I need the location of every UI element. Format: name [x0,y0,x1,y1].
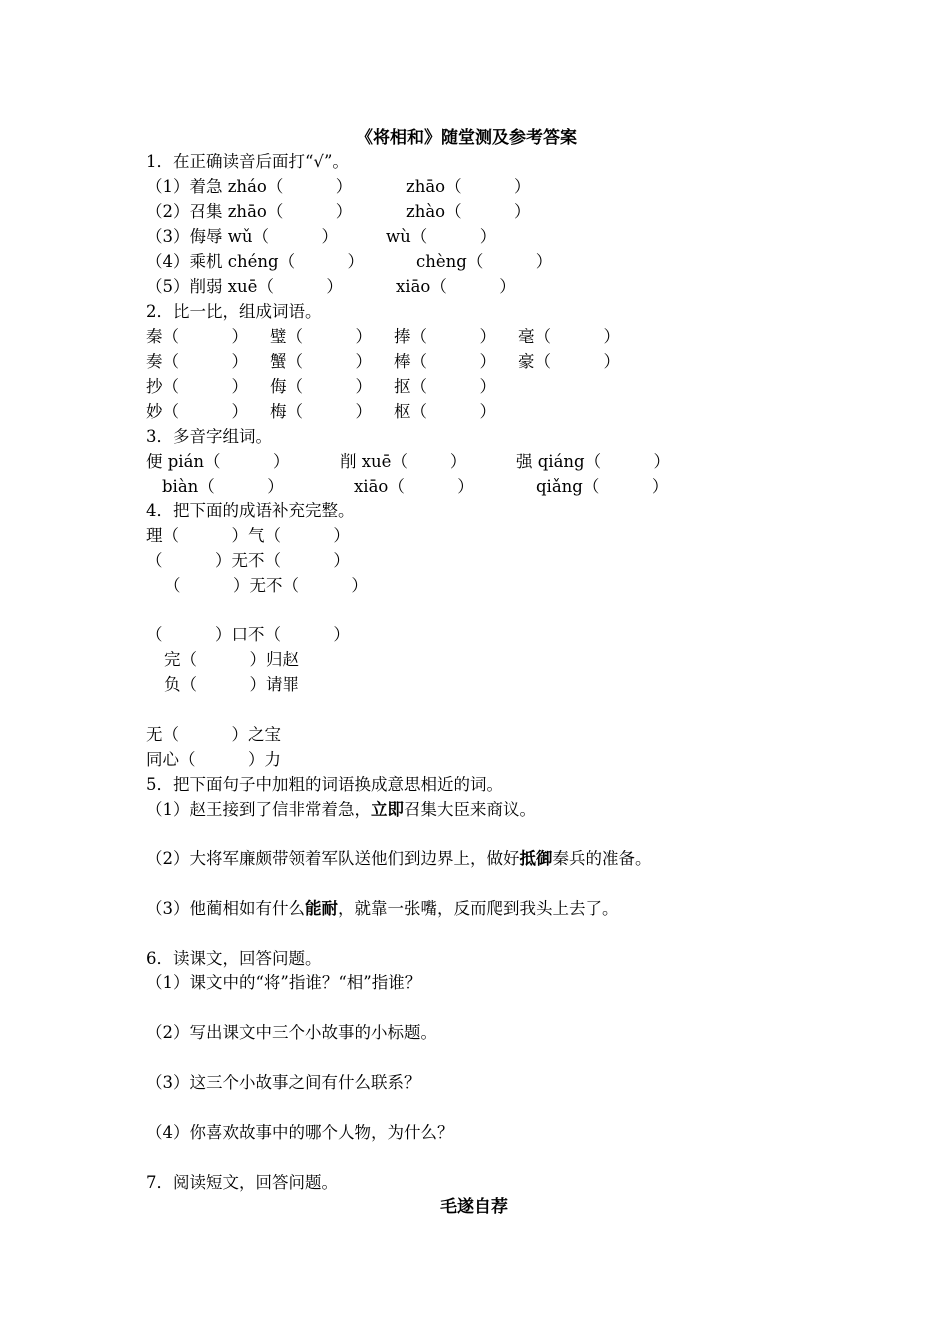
q1-item-5b: xiāo（ ） [396,277,516,296]
q3-r2c1: biàn（ ） [162,477,284,496]
q5-s1-post: 召集大臣来商议。 [404,800,536,819]
q5-s3-pre: （3）他蔺相如有什么 [146,899,305,918]
q5-sentence-3 [146,899,619,919]
q4-line-8: 同心（ ）力 [146,750,281,769]
q2-r1c2: 璧（ ） [270,327,372,346]
q5-s2-pre: （2）大将军廉颇带领着军队送他们到边界上，做好 [146,849,520,868]
q3-r2c2: xiāo（ ） [354,477,474,496]
q3-r1c1: 便 pián（ ） [146,452,290,471]
q2-r1c4: 毫（ ） [518,327,620,346]
q5-s1-bold-word: 立即 [371,800,404,819]
q2-r2c1: 奏（ ） [146,352,248,371]
q3-r1c3: 强 qiáng（ ） [516,452,671,471]
q6-item-4: （4）你喜欢故事中的哪个人物，为什么？ [146,1123,454,1142]
q6-item-1: （1）课文中的“将”指谁？“相”指谁？ [146,973,422,992]
q2-r2c2: 蟹（ ） [270,352,372,371]
q4-line-5: 完（ ）归赵 [164,650,299,669]
q1-item-4b: chèng（ ） [416,252,553,271]
q4-heading: 4．把下面的成语补充完整。 [146,501,355,520]
q2-r1c1: 秦（ ） [146,327,248,346]
q2-r2c3: 棒（ ） [394,352,496,371]
q4-line-1: 理（ ）气（ ） [146,526,350,545]
q2-r3c3: 抠（ ） [394,377,496,396]
q5-s3-bold-word: 能耐 [305,899,338,918]
q1-item-1b: zhāo（ ） [406,177,531,196]
q7-heading: 7．阅读短文，回答问题。 [146,1173,338,1192]
q5-s2-post: 秦兵的准备。 [552,849,652,868]
q7-passage-title: 毛遂自荐 [440,1197,508,1217]
q2-r3c2: 侮（ ） [270,377,372,396]
q5-sentence-2 [146,849,652,869]
q5-s2-bold-word: 抵御 [519,849,553,868]
q4-line-4: （ ）口不（ ） [146,625,350,644]
q5-sentence-1 [146,800,536,820]
q6-item-2: （2）写出课文中三个小故事的小标题。 [146,1023,437,1042]
q4-line-2: （ ）无不（ ） [146,551,350,570]
document-title: 《将相和》随堂测及参考答案 [356,128,577,148]
q4-line-6: 负（ ）请罪 [164,675,299,694]
q1-item-2a: （2）召集 zhāo（ ） [146,202,353,221]
q4-line-3: （ ）无不（ ） [164,576,368,595]
q5-s1-pre: （1）赵王接到了信非常着急， [146,800,371,819]
q2-r4c1: 妙（ ） [146,402,248,421]
q1-item-3b: wù（ ） [386,227,497,246]
q2-r1c3: 捧（ ） [394,327,496,346]
q1-item-5a: （5）削弱 xuē（ ） [146,277,343,296]
q2-heading: 2．比一比，组成词语。 [146,302,322,321]
q2-r2c4: 豪（ ） [518,352,620,371]
q5-heading: 5．把下面句子中加粗的词语换成意思相近的词。 [146,775,503,794]
q1-item-3a: （3）侮辱 wǔ（ ） [146,227,338,246]
q2-r4c2: 梅（ ） [270,402,372,421]
q3-r1c2: 削 xuē（ ） [340,452,467,471]
q1-item-4a: （4）乘机 chéng（ ） [146,252,365,271]
q1-item-2b: zhào（ ） [406,202,531,221]
q3-heading: 3．多音字组词。 [146,427,272,446]
q6-item-3: （3）这三个小故事之间有什么联系？ [146,1073,421,1092]
q4-line-7: 无（ ）之宝 [146,725,281,744]
q3-r2c3: qiǎng（ ） [536,477,669,496]
q1-heading: 1．在正确读音后面打“√”。 [146,152,349,171]
q5-s3-post: ，就靠一张嘴，反而爬到我头上去了。 [338,899,619,918]
q1-item-1a: （1）着急 zháo（ ） [146,177,353,196]
q2-r4c3: 枢（ ） [394,402,496,421]
q6-heading: 6．读课文，回答问题。 [146,949,322,968]
q2-r3c1: 抄（ ） [146,377,248,396]
